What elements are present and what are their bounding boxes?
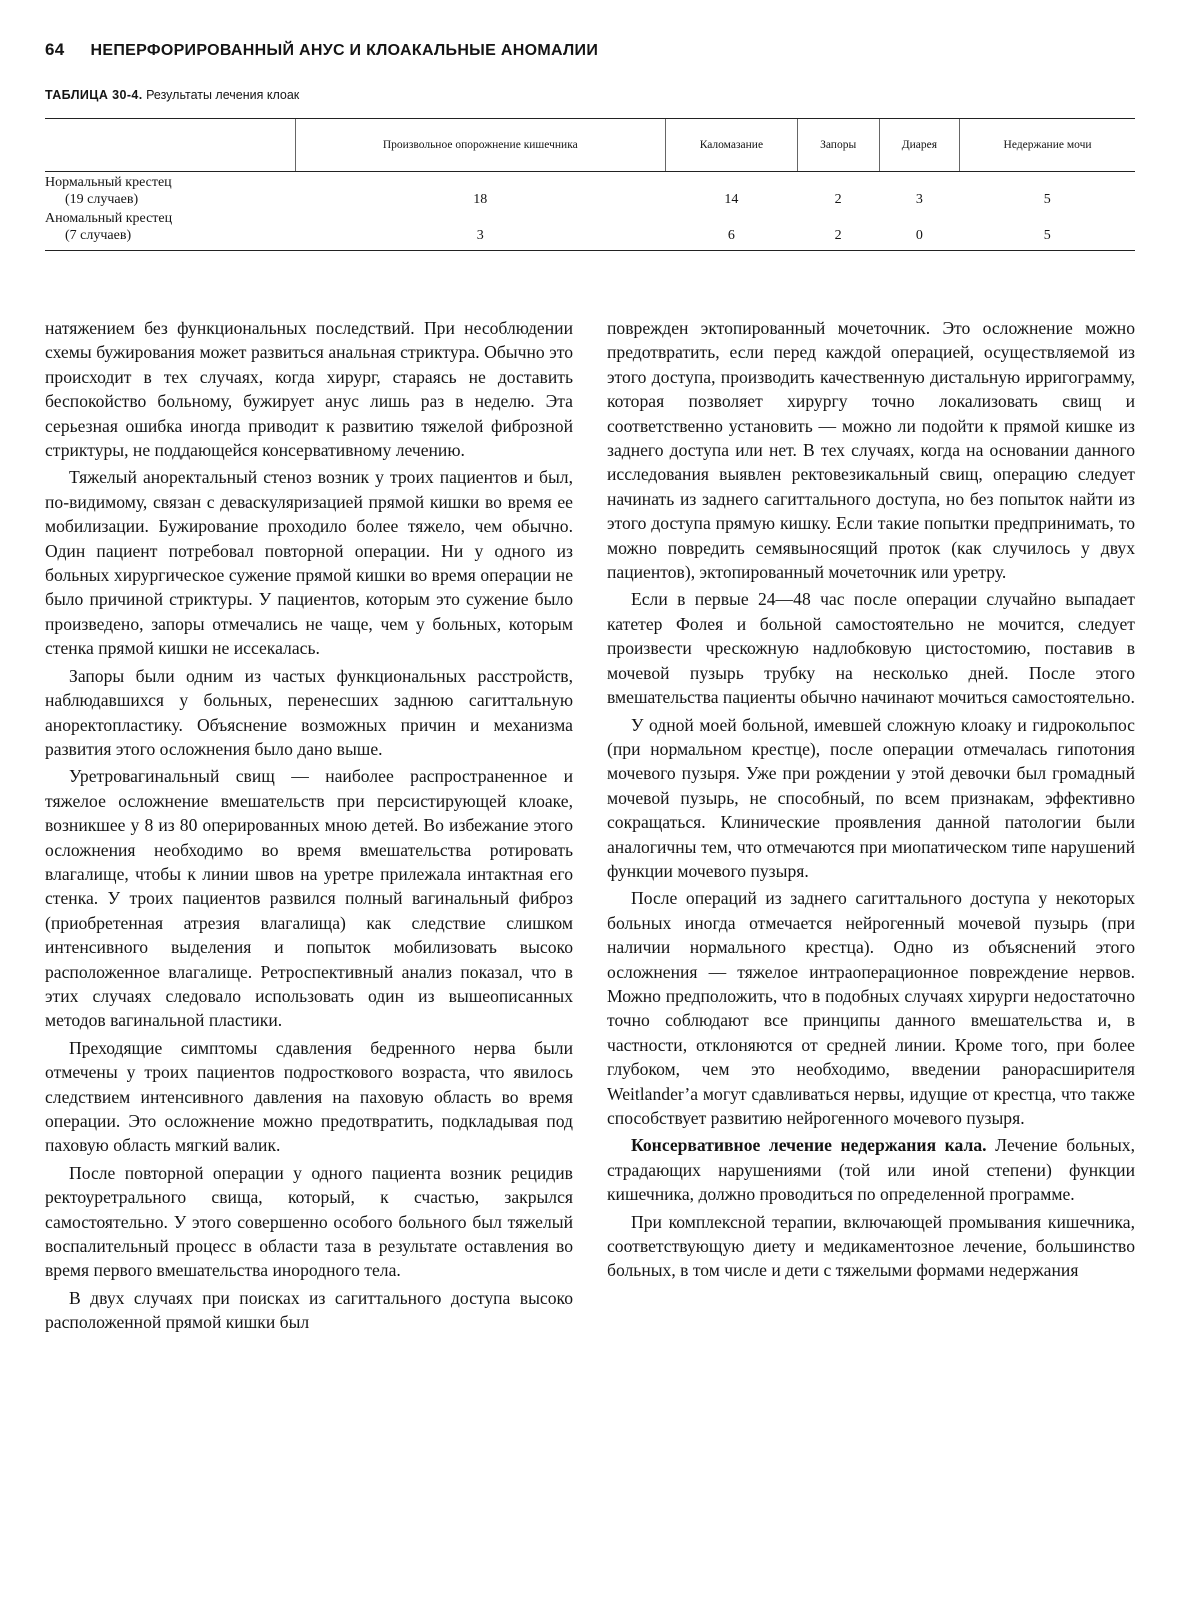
table-label: ТАБЛИЦА 30-4. <box>45 88 143 102</box>
table-cell: 14 <box>724 192 739 207</box>
paragraph: натяжением без функциональных последствий. При несоблюдении схемы бужирования может развиться анальная стриктура. Обычно это происходит в тех случаях, когда хирург, стараясь не доставить беспокойство больному, бужирует анус лишь раз в неделю. Эта серьезная ошибка иногда приводит к развитию тяжелой фиброзной стриктуры, не поддающейся консервативному лечению. <box>45 318 573 461</box>
paragraph-with-heading <box>607 1133 1135 1206</box>
table-cell: 18 <box>473 192 488 207</box>
column-header: Произвольное опорожнение кишечника <box>295 119 666 172</box>
row-label <box>45 208 295 251</box>
table-cell: 2 <box>834 192 842 207</box>
table-caption <box>45 88 1135 102</box>
paragraph: Преходящие симптомы сдавления бедренного нерва были отмечены у троих пациентов подросткового возраста, что явилось следствием интенсивного давления на паховую область во время операции. Это осложнение можно предотвратить, подкладывая под паховую область мягкий валик. <box>45 1037 573 1156</box>
table-corner <box>45 119 295 172</box>
running-head <box>45 40 1135 60</box>
paragraph: Уретровагинальный свищ — наиболее распространенное и тяжелое осложнение вмешательств при персистирующей клоаке, возникшее у 8 из 80 оперированных мною детей. Во избежание этого осложнения необходимо во время вмешательства ротировать влагалище, чтобы к линии швов на уретре прилежала интактная его стенка. У троих пациентов развился полный вагинальный фиброз (приобретенная атрезия влагалища) как следствие слишком интенсивного выделения и попыток мобилизовать высоко расположенное влагалище. Ретроспективный анализ показал, что в этих случаях следовало использовать один из вышеописанных методов вагинальной пластики. <box>45 766 573 1031</box>
page-number: 64 <box>45 40 65 59</box>
paragraph: Если в первые 24—48 час после операции случайно выпадает катетер Фолея и больной самостоятельно не мочится, следует произвести чрескожную надлобковую цистостомию, поставив в мочевой пузырь трубку на несколько дней. После этого вмешательства пациенты обычно начинают мочиться самостоятельно. <box>607 589 1135 708</box>
body-text <box>45 316 1135 1338</box>
column-header: Каломазание <box>666 119 798 172</box>
paragraph: В двух случаях при поисках из сагиттального доступа высоко расположенной прямой кишки был <box>45 1287 573 1333</box>
column-header: Диарея <box>879 119 959 172</box>
row-label-main: Аномальный крестец <box>45 211 173 226</box>
row-label <box>45 172 295 209</box>
left-column <box>45 316 573 1338</box>
table-cell: 2 <box>797 208 879 251</box>
paragraph: При комплексной терапии, включающей промывания кишечника, соответствующую диету и медикаментозное лечение, большинство больных, в том числе и дети с тяжелыми формами недержания <box>607 1211 1135 1281</box>
table-row <box>45 172 1135 209</box>
table-cell: 5 <box>1043 192 1051 207</box>
table-cell: 6 <box>666 208 798 251</box>
row-label-sub: (19 случаев) <box>65 192 139 207</box>
table-cell: 3 <box>915 192 923 207</box>
row-label-sub: (7 случаев) <box>65 228 132 243</box>
paragraph: Запоры были одним из частых функциональных расстройств, наблюдавшихся у больных, перенесших заднюю сагиттальную аноректопластику. Объяснение возможных причин и механизма развития этого осложнения было дано выше. <box>45 665 573 759</box>
table-cell: 0 <box>879 208 959 251</box>
section-heading: Консервативное лечение недержания кала. <box>631 1135 987 1156</box>
paragraph: Тяжелый аноректальный стеноз возник у троих пациентов и был, по-видимому, связан с деваскуляризацией прямой кишки во время ее мобилизации. Бужирование проходило более тяжело, чем обычно. Один пациент потребовал повторной операции. Ни у одного из больных хирургическое сужение прямой кишки во время операции не было причиной стриктуры. У пациентов, которым это сужение было произведено, запоры отмечались не чаще, чем у больных, которым стенка прямой кишки не иссекалась. <box>45 467 573 659</box>
table-header-row <box>45 119 1135 172</box>
column-header: Запоры <box>797 119 879 172</box>
table-caption-text: Результаты лечения клоак <box>146 88 300 102</box>
paragraph: После операций из заднего сагиттального доступа у некоторых больных иногда отмечается нейрогенный мочевой пузырь (при наличии нормального крестца). Одно из объяснений этого осложнения — тяжелое интраоперационное повреждение нервов. Можно предположить, что в подобных случаях хирурги недостаточно точно соблюдают все принципы данного вмешательства и, в частности, отклоняются от средней линии. Кроме того, при более глубоком, чем это необходимо, введении ранорасширителя Weitlander’a могут сдавливаться нервы, идущие от крестца, что также способствует развитию нейрогенного мочевого пузыря. <box>607 888 1135 1128</box>
right-column <box>607 316 1135 1338</box>
table-row <box>45 208 1135 251</box>
paragraph: У одной моей больной, имевшей сложную клоаку и гидрокольпос (при нормальном крестце), после операции отмечалась гипотония мочевого пузыря. Уже при рождении у этой девочки был громадный мочевой пузырь, не способный, по всем признакам, эффективно сокращаться. Клинические проявления данной патологии были аналогичны тем, что отмечаются при миопатическом типе нарушений функции мочевого пузыря. <box>607 714 1135 881</box>
running-title: НЕПЕРФОРИРОВАННЫЙ АНУС И КЛОАКАЛЬНЫЕ АНОМАЛИИ <box>90 42 599 59</box>
paragraph-text: Лечение больных, страдающих нарушениями (той или иной степени) функции кишечника, должно проводиться по определенной программе. <box>607 1135 1135 1205</box>
paragraph: После повторной операции у одного пациента возник рецидив ректоуретрального свища, который, к счастью, закрылся самостоятельно. У этого совершенно особого больного был тяжелый воспалительный процесс в области таза в результате оставления во время первого вмешательства инородного тела. <box>45 1162 573 1281</box>
row-label-main: Нормальный крестец <box>45 175 172 190</box>
results-table <box>45 118 1135 251</box>
table-cell: 3 <box>295 208 666 251</box>
paragraph: поврежден эктопированный мочеточник. Это осложнение можно предотвратить, если перед каждой операцией, осуществляемой из этого доступа, производить качественную дистальную ирригограмму, которая позволяет хирургу точно локализовать свищ и соответственно установить — можно ли подойти к прямой кишке из заднего доступа или нет. В тех случаях, когда на основании данного исследования выявлен ректовезикальный свищ, операцию следует начинать из заднего сагиттального доступа, но без попыток найти из этого доступа прямую кишку. Если такие попытки предпринимать, то можно повредить семявыносящий проток (как случилось у двух пациентов), эктопированный мочеточник или уретру. <box>607 318 1135 583</box>
column-header: Недержание мочи <box>960 119 1135 172</box>
table-cell: 5 <box>960 208 1135 251</box>
